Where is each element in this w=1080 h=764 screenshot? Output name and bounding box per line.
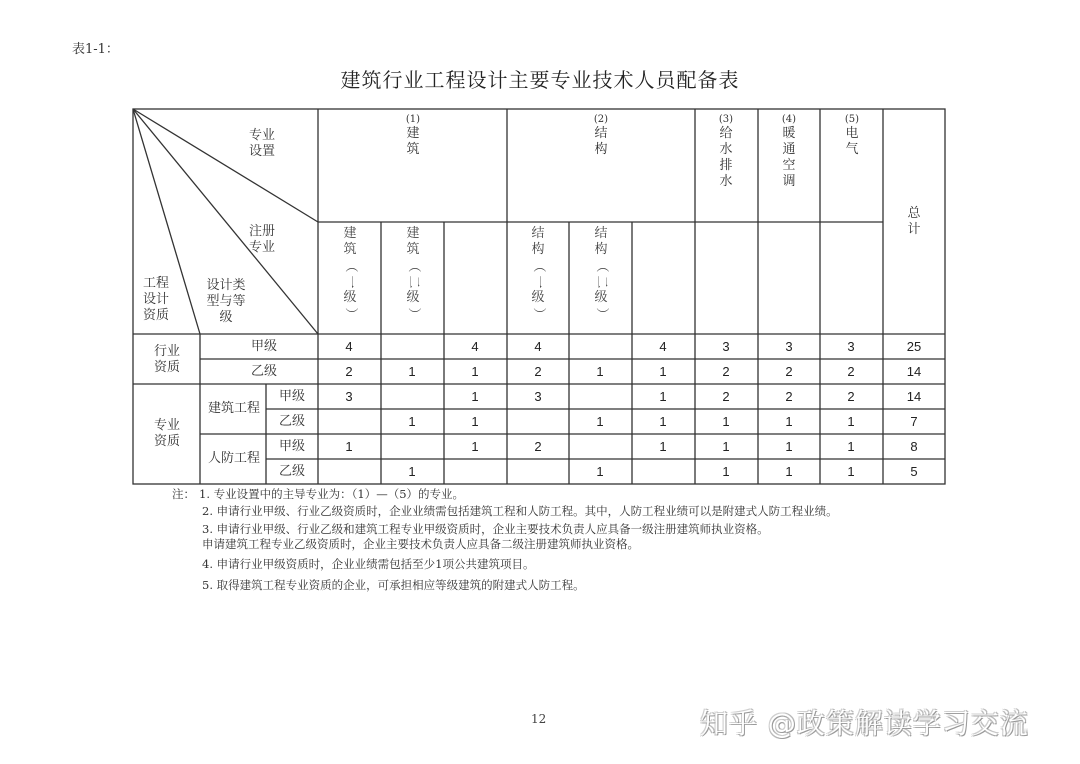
- specialty-1-index: (1): [405, 114, 421, 125]
- cell: 1: [408, 464, 416, 479]
- cell: 3: [534, 389, 542, 404]
- specialty-4-index: (4): [781, 114, 797, 125]
- note-1: [172, 486, 838, 503]
- cell: 3: [785, 339, 793, 354]
- cell-total: 8: [910, 439, 918, 454]
- cell: 2: [722, 389, 730, 404]
- grade-label: 甲级: [278, 389, 305, 404]
- cell: 1: [722, 464, 730, 479]
- cell: 1: [659, 414, 667, 429]
- label-specialty-setting: 专业设置: [248, 128, 275, 159]
- note-text: 1. 专业设置中的主导专业为：（1）—（5）的专业。: [199, 487, 465, 501]
- cell: 1: [659, 364, 667, 379]
- cell: 1: [785, 464, 793, 479]
- grade-label: 乙级: [250, 364, 277, 379]
- subheader-struct-grade2: [591, 226, 611, 322]
- label-registered-specialty: 注册专业: [248, 224, 275, 255]
- grade-label: 乙级: [278, 414, 305, 429]
- subheader-text: 二: [594, 275, 609, 289]
- subheader-text: 一: [343, 275, 358, 289]
- subheader-text: 结构: [594, 226, 608, 257]
- cell-total: 25: [906, 339, 922, 354]
- cell: 3: [345, 389, 353, 404]
- subheader-text: ）: [531, 307, 546, 321]
- label-design-type-grade: 设计类型与等级: [206, 278, 246, 325]
- notes-prefix: 注：: [172, 487, 195, 501]
- cell-total: 14: [906, 389, 922, 404]
- watermark: 知乎 @政策解读学习交流: [700, 707, 1029, 740]
- subheader-text: 结构: [531, 226, 545, 257]
- cell: 1: [847, 464, 855, 479]
- note-2: 2. 申请行业甲级、行业乙级资质时，企业业绩需包括建筑工程和人防工程。其中，人防工程业绩可以是附建式人防工程业绩。: [202, 503, 838, 518]
- note-3-cont: 申请建筑工程专业乙级资质时，企业主要技术负责人应具备二级注册建筑师执业资格。: [202, 536, 639, 551]
- group-building: 建筑工程: [207, 401, 260, 416]
- cell: 2: [722, 364, 730, 379]
- cell: 1: [596, 364, 604, 379]
- grade-label: 甲级: [278, 439, 305, 454]
- subheader-struct-grade1: [528, 226, 548, 322]
- subheader-text: 级: [594, 290, 608, 305]
- subheader-arch-grade2: [403, 226, 423, 322]
- subheader-text: ）: [594, 307, 609, 321]
- subheader-text: （: [594, 259, 609, 273]
- specialty-3-index: (3): [718, 114, 734, 125]
- cell: 1: [785, 439, 793, 454]
- table-label: 表1-1：: [72, 42, 119, 57]
- cell: 4: [659, 339, 667, 354]
- cell: 1: [345, 439, 353, 454]
- cell: 1: [722, 439, 730, 454]
- specialty-5-name: 电气: [845, 126, 859, 157]
- subheader-text: 级: [343, 290, 357, 305]
- group-industry: 行业资质: [153, 344, 180, 375]
- cell: 1: [471, 389, 479, 404]
- grade-label: 乙级: [278, 464, 305, 479]
- grade-label: 甲级: [250, 339, 277, 354]
- total-header: 总计: [907, 206, 921, 237]
- specialty-3-name: 给水排水: [719, 126, 733, 189]
- cell: 1: [722, 414, 730, 429]
- specialty-2-name: 结构: [594, 126, 608, 157]
- cell: 2: [847, 389, 855, 404]
- cell: 4: [345, 339, 353, 354]
- specialty-2-index: (2): [593, 114, 609, 125]
- group-professional: 专业资质: [153, 418, 180, 449]
- cell: 1: [471, 439, 479, 454]
- cell: 1: [659, 389, 667, 404]
- cell: 1: [659, 439, 667, 454]
- cell: 2: [345, 364, 353, 379]
- subheader-text: ）: [406, 307, 421, 321]
- label-qualification: 工程设计资质: [142, 276, 169, 323]
- note-5: 5. 取得建筑工程专业资质的企业，可承担相应等级建筑的附建式人防工程。: [202, 577, 585, 592]
- subheader-text: 一: [531, 275, 546, 289]
- cell-total: 14: [906, 364, 922, 379]
- cell: 1: [471, 364, 479, 379]
- subheader-text: 级: [406, 290, 420, 305]
- cell: 1: [847, 439, 855, 454]
- group-civil-defense: 人防工程: [207, 451, 260, 466]
- cell: 2: [847, 364, 855, 379]
- subheader-text: 二: [406, 275, 421, 289]
- specialty-4-name: 暖通空调: [782, 126, 796, 189]
- cell: 3: [722, 339, 730, 354]
- specialty-1-name: 建筑: [406, 126, 420, 157]
- subheader-text: （: [531, 259, 546, 273]
- cell: 2: [785, 364, 793, 379]
- title-text: 建筑行业工程设计主要专业技术人员配备表: [340, 68, 740, 92]
- cell: 1: [408, 414, 416, 429]
- cell: 1: [471, 414, 479, 429]
- cell-total: 7: [910, 414, 918, 429]
- cell: 1: [596, 414, 604, 429]
- cell: 4: [534, 339, 542, 354]
- cell: 1: [596, 464, 604, 479]
- cell: 4: [471, 339, 479, 354]
- cell: 2: [785, 389, 793, 404]
- cell: 2: [534, 439, 542, 454]
- page-number: 12: [531, 712, 547, 726]
- subheader-text: （: [343, 259, 358, 273]
- subheader-text: 级: [531, 290, 545, 305]
- cell-total: 5: [910, 464, 918, 479]
- cell: 1: [847, 414, 855, 429]
- cell: 3: [847, 339, 855, 354]
- cell: 1: [785, 414, 793, 429]
- subheader-text: （: [406, 259, 421, 273]
- subheader-text: 建筑: [343, 226, 357, 257]
- cell: 1: [408, 364, 416, 379]
- subheader-text: ）: [343, 307, 358, 321]
- notes-section: [172, 486, 838, 593]
- note-4: 4. 申请行业甲级资质时，企业业绩需包括至少1项公共建筑项目。: [202, 557, 535, 571]
- cell: 2: [534, 364, 542, 379]
- note-3: 3. 申请行业甲级、行业乙级和建筑工程专业甲级资质时，企业主要技术负责人应具备一级注册建筑师执业资格。: [202, 522, 769, 536]
- specialty-5-index: (5): [844, 114, 860, 125]
- subheader-arch-grade1: [340, 226, 360, 322]
- subheader-text: 建筑: [406, 226, 420, 257]
